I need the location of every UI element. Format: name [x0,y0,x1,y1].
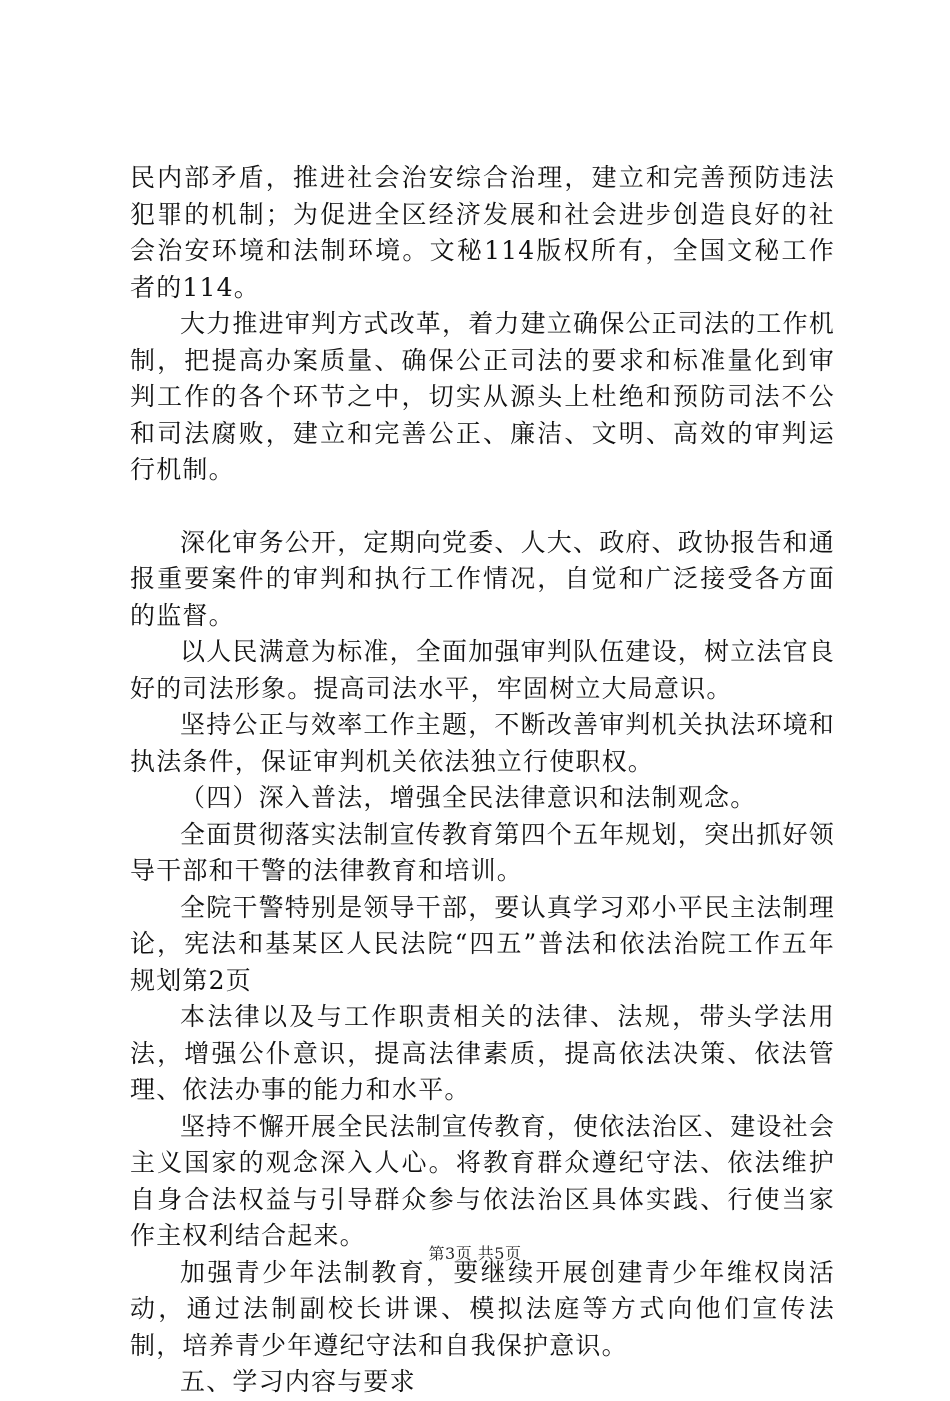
paragraph-8: 全院干警特别是领导干部，要认真学习邓小平民主法制理论，宪法和基某区人民法院“四五”普法和依法治院工作五年规划第2页 [130,892,836,995]
document-body [130,160,835,1401]
paragraph-1: 民内部矛盾，推进社会治安综合治理，建立和完善预防违法犯罪的机制；为促进全区经济发展和社会进步创造良好的社会治安环境和法制环境。文秘114版权所有，全国文秘工作者的114。 [130,163,835,302]
paragraph-9: 本法律以及与工作职责相关的法律、法规，带头学法用法，增强公仆意识，提高法律素质，提高依法决策、依法管理、依法办事的能力和水平。 [130,1002,835,1104]
paragraph-7: 全面贯彻落实法制宣传教育第四个五年规划，突出抓好领导干部和干警的法律教育和培训。 [130,819,836,885]
paragraph-4: 以人民满意为标准，全面加强审判队伍建设，树立法官良好的司法形象。提高司法水平，牢固树立大局意识。 [130,637,836,703]
paragraph-3: 深化审务公开，定期向党委、人大、政府、政协报告和通报重要案件的审判和执行工作情况，自觉和广泛接受各方面的监督。 [130,527,836,630]
paragraph-2: 大力推进审判方式改革，着力建立确保公正司法的工作机制，把提高办案质量、确保公正司法的要求和标准量化到审判工作的各个环节之中，切实从源头上杜绝和预防司法不公和司法腐败，建立和完善公正、廉洁、文明、高效的审判运行机制。 [130,309,836,484]
paragraph-5: 坚持公正与效率工作主题，不断改善审判机关执法环境和执法条件，保证审判机关依法独立行使职权。 [130,710,836,776]
paragraph-10: 坚持不懈开展全民法制宣传教育，使依法治区、建设社会主义国家的观念深入人心。将教育群众遵纪守法、依法维护自身合法权益与引导群众参与依法治区具体实践、行使当家作主权利结合起来。 [130,1111,836,1250]
page-number-footer: 第3页 共5页 [428,1244,522,1263]
section-heading-4: （四）深入普法，增强全民法律意识和法制观念。 [180,783,757,812]
paragraph-11: 加强青少年法制教育，要继续开展创建青少年维权岗活动，通过法制副校长讲课、模拟法庭等方式向他们宣传法制，培养青少年遵纪守法和自我保护意识。 [130,1257,835,1360]
section-heading-5: 五、学习内容与要求 [180,1367,416,1396]
